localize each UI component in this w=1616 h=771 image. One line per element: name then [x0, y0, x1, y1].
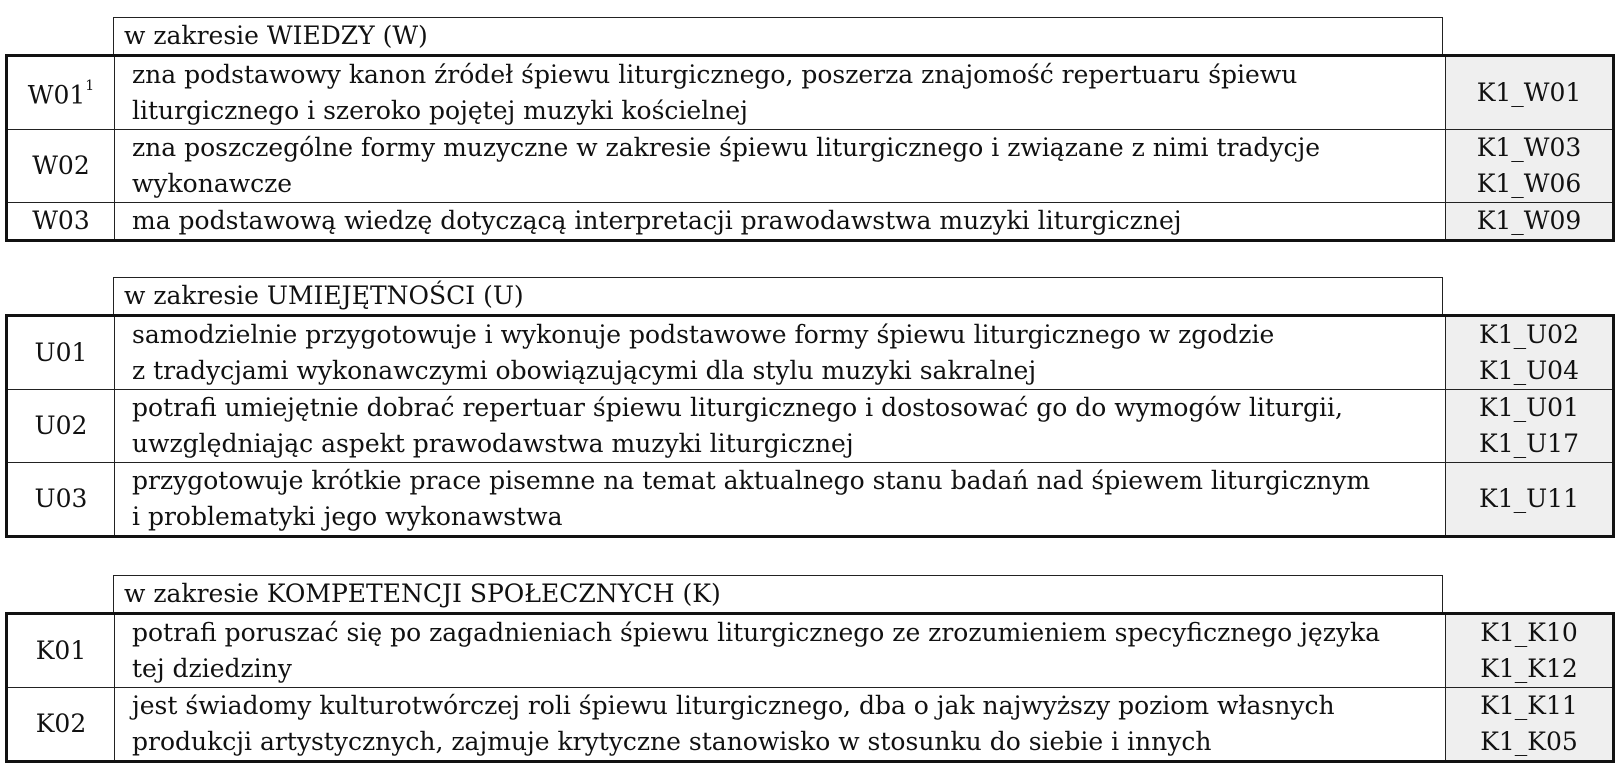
- reference-codes: [1446, 316, 1614, 390]
- reference-code: K1_U04: [1479, 356, 1579, 385]
- table-row: [7, 463, 1614, 537]
- reference-codes: [1446, 56, 1614, 130]
- outcome-description: [115, 688, 1446, 762]
- outcome-code: U02: [7, 390, 115, 463]
- description-line: samodzielnie przygotowuje i wykonuje podstawowe formy śpiewu liturgicznego w zgodzie: [132, 320, 1275, 349]
- table-row: [7, 130, 1614, 203]
- description-line: jest świadomy kulturotwórczej roli śpiewu liturgicznego, dba o jak najwyższy poziom własnych: [132, 691, 1335, 720]
- description-line: z tradycjami wykonawczymi obowiązującymi dla stylu muzyki sakralnej: [132, 356, 1037, 385]
- reference-code: K1_U02: [1479, 320, 1579, 349]
- description-line: zna poszczególne formy muzyczne w zakresie śpiewu liturgicznego i związane z nimi tradycje: [132, 133, 1321, 162]
- description-line: wykonawcze: [132, 169, 293, 198]
- category-header-knowledge: w zakresie WIEDZY (W): [113, 17, 1443, 54]
- reference-code: K1_U17: [1479, 429, 1579, 458]
- table-row: [7, 316, 1614, 390]
- description-line: produkcji artystycznych, zajmuje krytyczne stanowisko w stosunku do siebie i innych: [132, 727, 1212, 756]
- reference-code: K1_W06: [1476, 169, 1582, 198]
- reference-code: K1_W03: [1476, 133, 1582, 162]
- reference-code: K1_U01: [1479, 393, 1579, 422]
- outcome-description: [115, 130, 1446, 203]
- reference-codes: [1446, 463, 1614, 537]
- reference-code: K1_W01: [1476, 78, 1582, 107]
- table-row: [7, 390, 1614, 463]
- footnote-marker: 1: [85, 78, 95, 95]
- table-row: [7, 614, 1614, 688]
- reference-codes: [1446, 688, 1614, 762]
- outcome-code: W02: [7, 130, 115, 203]
- reference-code: K1_U11: [1479, 484, 1579, 513]
- outcome-code: [7, 56, 115, 130]
- table-row: [7, 203, 1614, 241]
- description-line: i problematyki jego wykonawstwa: [132, 502, 563, 531]
- reference-code: K1_K11: [1480, 691, 1578, 720]
- outcome-code: U01: [7, 316, 115, 390]
- reference-code: K1_K05: [1480, 727, 1578, 756]
- outcome-description: [115, 203, 1446, 241]
- outcome-description: [115, 316, 1446, 390]
- description-line: potrafi poruszać się po zagadnieniach śpiewu liturgicznego ze zrozumieniem specyficznego języka: [132, 618, 1381, 647]
- description-line: zna podstawowy kanon źródeł śpiewu liturgicznego, poszerza znajomość repertuaru śpiewu: [132, 60, 1298, 89]
- description-line: potrafi umiejętnie dobrać repertuar śpiewu liturgicznego i dostosować go do wymogów liturgii,: [132, 393, 1343, 422]
- outcome-description: [115, 390, 1446, 463]
- description-line: przygotowuje krótkie prace pisemne na temat aktualnego stanu badań nad śpiewem liturgicznym: [132, 466, 1371, 495]
- description-line: uwzględniając aspekt prawodawstwa muzyki liturgicznej: [132, 429, 854, 458]
- outcome-description: [115, 614, 1446, 688]
- description-line: ma podstawową wiedzę dotyczącą interpretacji prawodawstwa muzyki liturgicznej: [132, 206, 1182, 235]
- outcome-description: [115, 56, 1446, 130]
- category-header-social-competences: w zakresie KOMPETENCJI SPOŁECZNYCH (K): [113, 575, 1443, 612]
- outcomes-table-skills: [5, 314, 1615, 538]
- table-row: [7, 56, 1614, 130]
- reference-codes: [1446, 130, 1614, 203]
- outcomes-table-knowledge: [5, 54, 1615, 242]
- description-line: tej dziedziny: [132, 654, 292, 683]
- table-row: [7, 688, 1614, 762]
- category-header-skills: w zakresie UMIEJĘTNOŚCI (U): [113, 277, 1443, 314]
- reference-codes: [1446, 390, 1614, 463]
- reference-codes: [1446, 203, 1614, 241]
- outcome-code: K01: [7, 614, 115, 688]
- outcome-code: K02: [7, 688, 115, 762]
- reference-code: K1_K10: [1480, 618, 1578, 647]
- outcome-description: [115, 463, 1446, 537]
- description-line: liturgicznego i szeroko pojętej muzyki kościelnej: [132, 96, 748, 125]
- outcomes-table-social-competences: [5, 612, 1615, 763]
- reference-codes: [1446, 614, 1614, 688]
- reference-code: K1_K12: [1480, 654, 1578, 683]
- outcome-code: U03: [7, 463, 115, 537]
- reference-code: K1_W09: [1476, 206, 1582, 235]
- outcome-code: W03: [7, 203, 115, 241]
- outcome-code-text: W01: [27, 80, 86, 110]
